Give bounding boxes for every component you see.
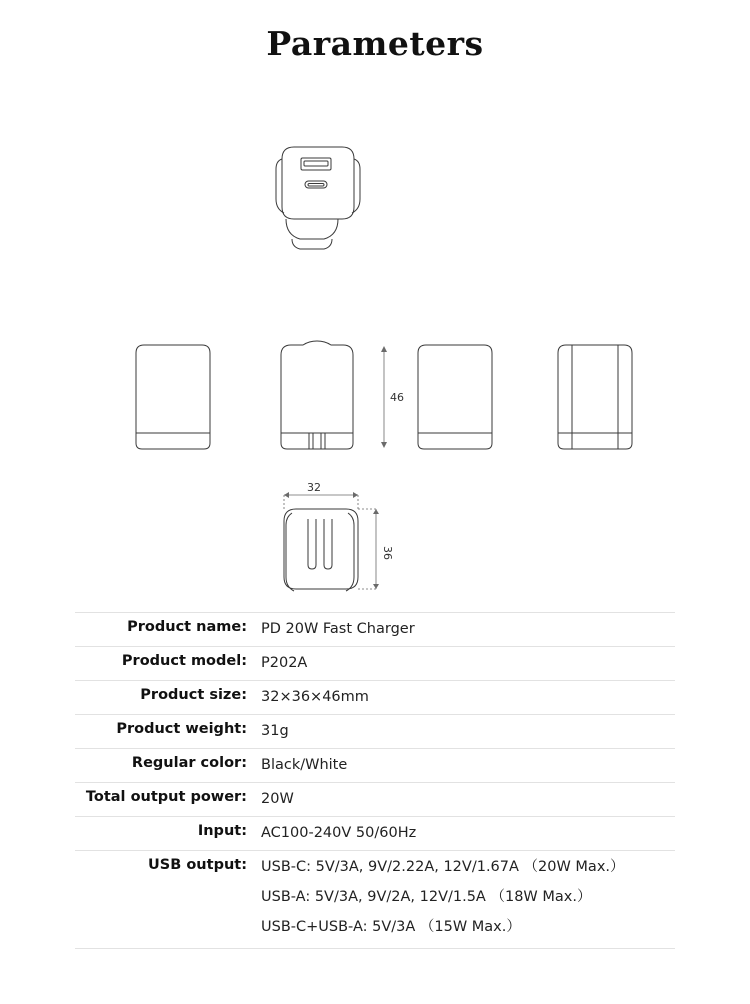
spec-value: AC100-240V 50/60Hz	[261, 825, 417, 842]
spec-label: Regular color:	[131, 755, 247, 772]
spec-label: Product size:	[140, 687, 247, 704]
spec-value-usb-output	[261, 851, 675, 949]
spec-value: 31g	[261, 723, 289, 740]
svg-text:46: 46	[390, 391, 404, 404]
specifications-table	[75, 612, 675, 949]
product-technical-drawings	[0, 63, 750, 560]
spec-label: Product name:	[127, 619, 247, 635]
spec-label: Product model:	[121, 653, 247, 670]
table-row	[75, 613, 675, 647]
spec-value: P202A	[261, 655, 308, 672]
table-row	[75, 715, 675, 749]
table-row	[75, 749, 675, 783]
usb-a-output-line: USB-A: 5V/3A, 9V/2A, 12V/1.5A （18W Max.）	[261, 889, 592, 906]
side-view-4-drawing	[540, 325, 650, 470]
spec-value: 20W	[261, 791, 294, 808]
bottom-view-drawing	[258, 483, 418, 633]
table-row	[75, 681, 675, 715]
usb-c-plus-a-output-line: USB-C+USB-A: 5V/3A （15W Max.）	[261, 919, 521, 936]
table-row	[75, 647, 675, 681]
side-view-1-drawing	[118, 325, 228, 470]
table-row	[75, 783, 675, 817]
spec-label-usb-output: USB output:	[148, 857, 247, 874]
side-view-3-drawing	[400, 325, 510, 470]
side-view-2-drawing	[265, 325, 375, 470]
svg-text:36: 36	[381, 546, 394, 560]
page-title: Parameters	[266, 24, 484, 63]
table-row	[75, 817, 675, 851]
spec-label: Input:	[197, 823, 247, 840]
spec-value: Black/White	[261, 757, 348, 774]
table-row-usb-output	[75, 851, 675, 949]
usb-c-output-line: USB-C: 5V/3A, 9V/2.22A, 12V/1.67A （20W Max.）	[261, 859, 625, 876]
spec-value: PD 20W Fast Charger	[261, 621, 415, 637]
spec-label: Product weight:	[116, 721, 247, 738]
spec-value: 32×36×46mm	[261, 689, 369, 706]
spec-label: Total output power:	[85, 789, 247, 806]
svg-text:32: 32	[307, 483, 321, 494]
front-view-drawing	[260, 125, 400, 265]
